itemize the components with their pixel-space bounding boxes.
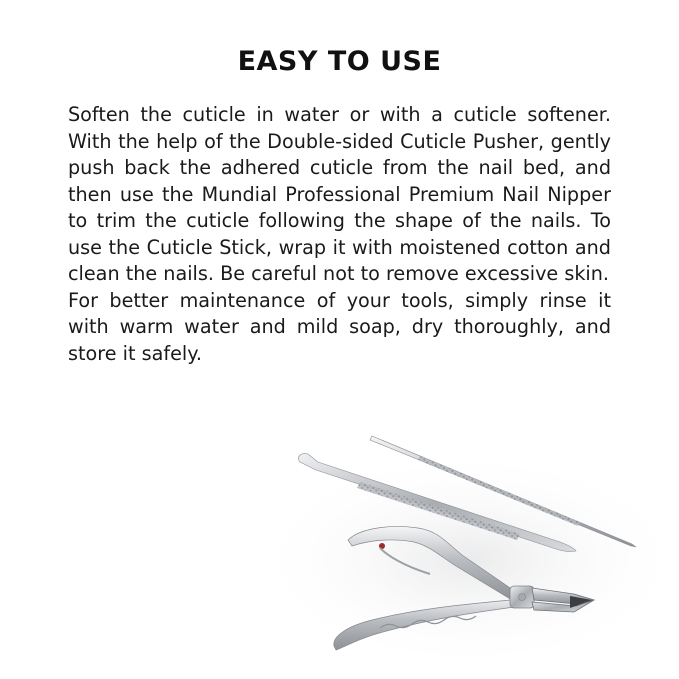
- usage-paragraph: Soften the cuticle in water or with a cuticle softener. With the help of the Double-sided Cuticle Pusher, gently push back the adhered cuticle from the nail bed, and then use the Mundial Professional Premium Nail Nipper to trim the cuticle following the shape of the nails. To use the Cuticle Stick, wrap it with moistened cotton and clean the nails. Be careful not to remove excessive skin.: [68, 103, 611, 285]
- page-title: EASY TO USE: [237, 46, 442, 77]
- maintenance-paragraph: For better maintenance of your tools, simply rinse it with warm water and mild soap, dry thoroughly, and store it safely.: [68, 288, 611, 365]
